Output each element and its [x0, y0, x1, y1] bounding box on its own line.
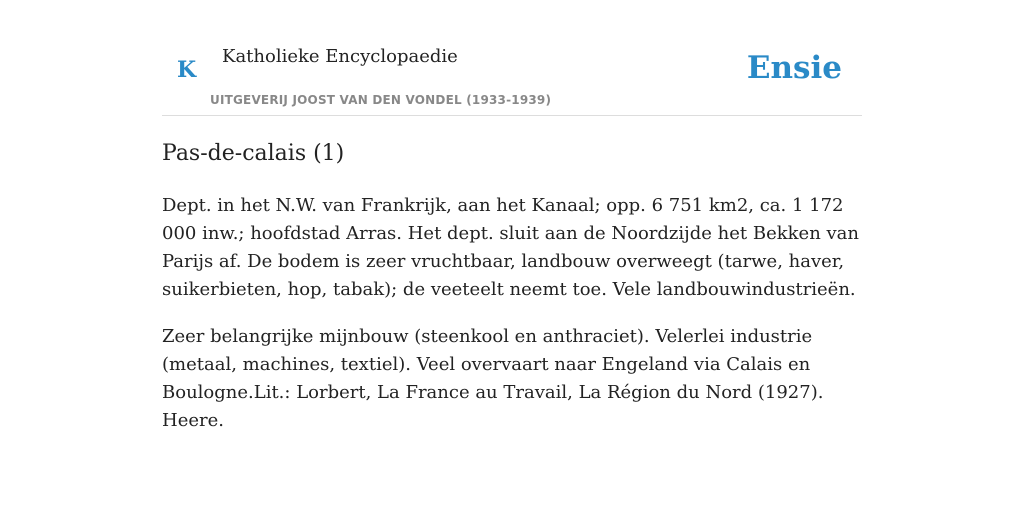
ensie-brand-link[interactable]: Ensie: [746, 50, 842, 86]
entry-paragraph: Zeer belangrijke mijnbouw (steenkool en anthraciet). Velerlei industrie (metaal, machines, textiel). Veel overvaart naar Engeland via Calais en Boulogne.Lit.: Lorbert, La France au Travail, La Région du Nord (1927). Heere.: [162, 326, 824, 431]
entry-content: [162, 138, 862, 435]
encyclopedia-title[interactable]: Katholieke Encyclopaedie: [222, 46, 458, 67]
publisher-subtitle: UITGEVERIJ JOOST VAN DEN VONDEL (1933-1939): [210, 93, 552, 107]
entry-paragraph: Dept. in het N.W. van Frankrijk, aan het Kanaal; opp. 6 751 km2, ca. 1 172 000 inw.; hoofdstad Arras. Het dept. sluit aan de Noordzijde het Bekken van Parijs af. De bodem is zeer vruchtbaar, landbouw overweegt (tarwe, haver, suikerbieten, hop, tabak); de veeteelt neemt toe. Vele landbouwindustrieën.: [162, 195, 859, 300]
site-header: [162, 40, 862, 116]
encyclopedia-logo[interactable]: K: [177, 57, 197, 83]
entry-title: Pas-de-calais (1): [162, 141, 345, 166]
